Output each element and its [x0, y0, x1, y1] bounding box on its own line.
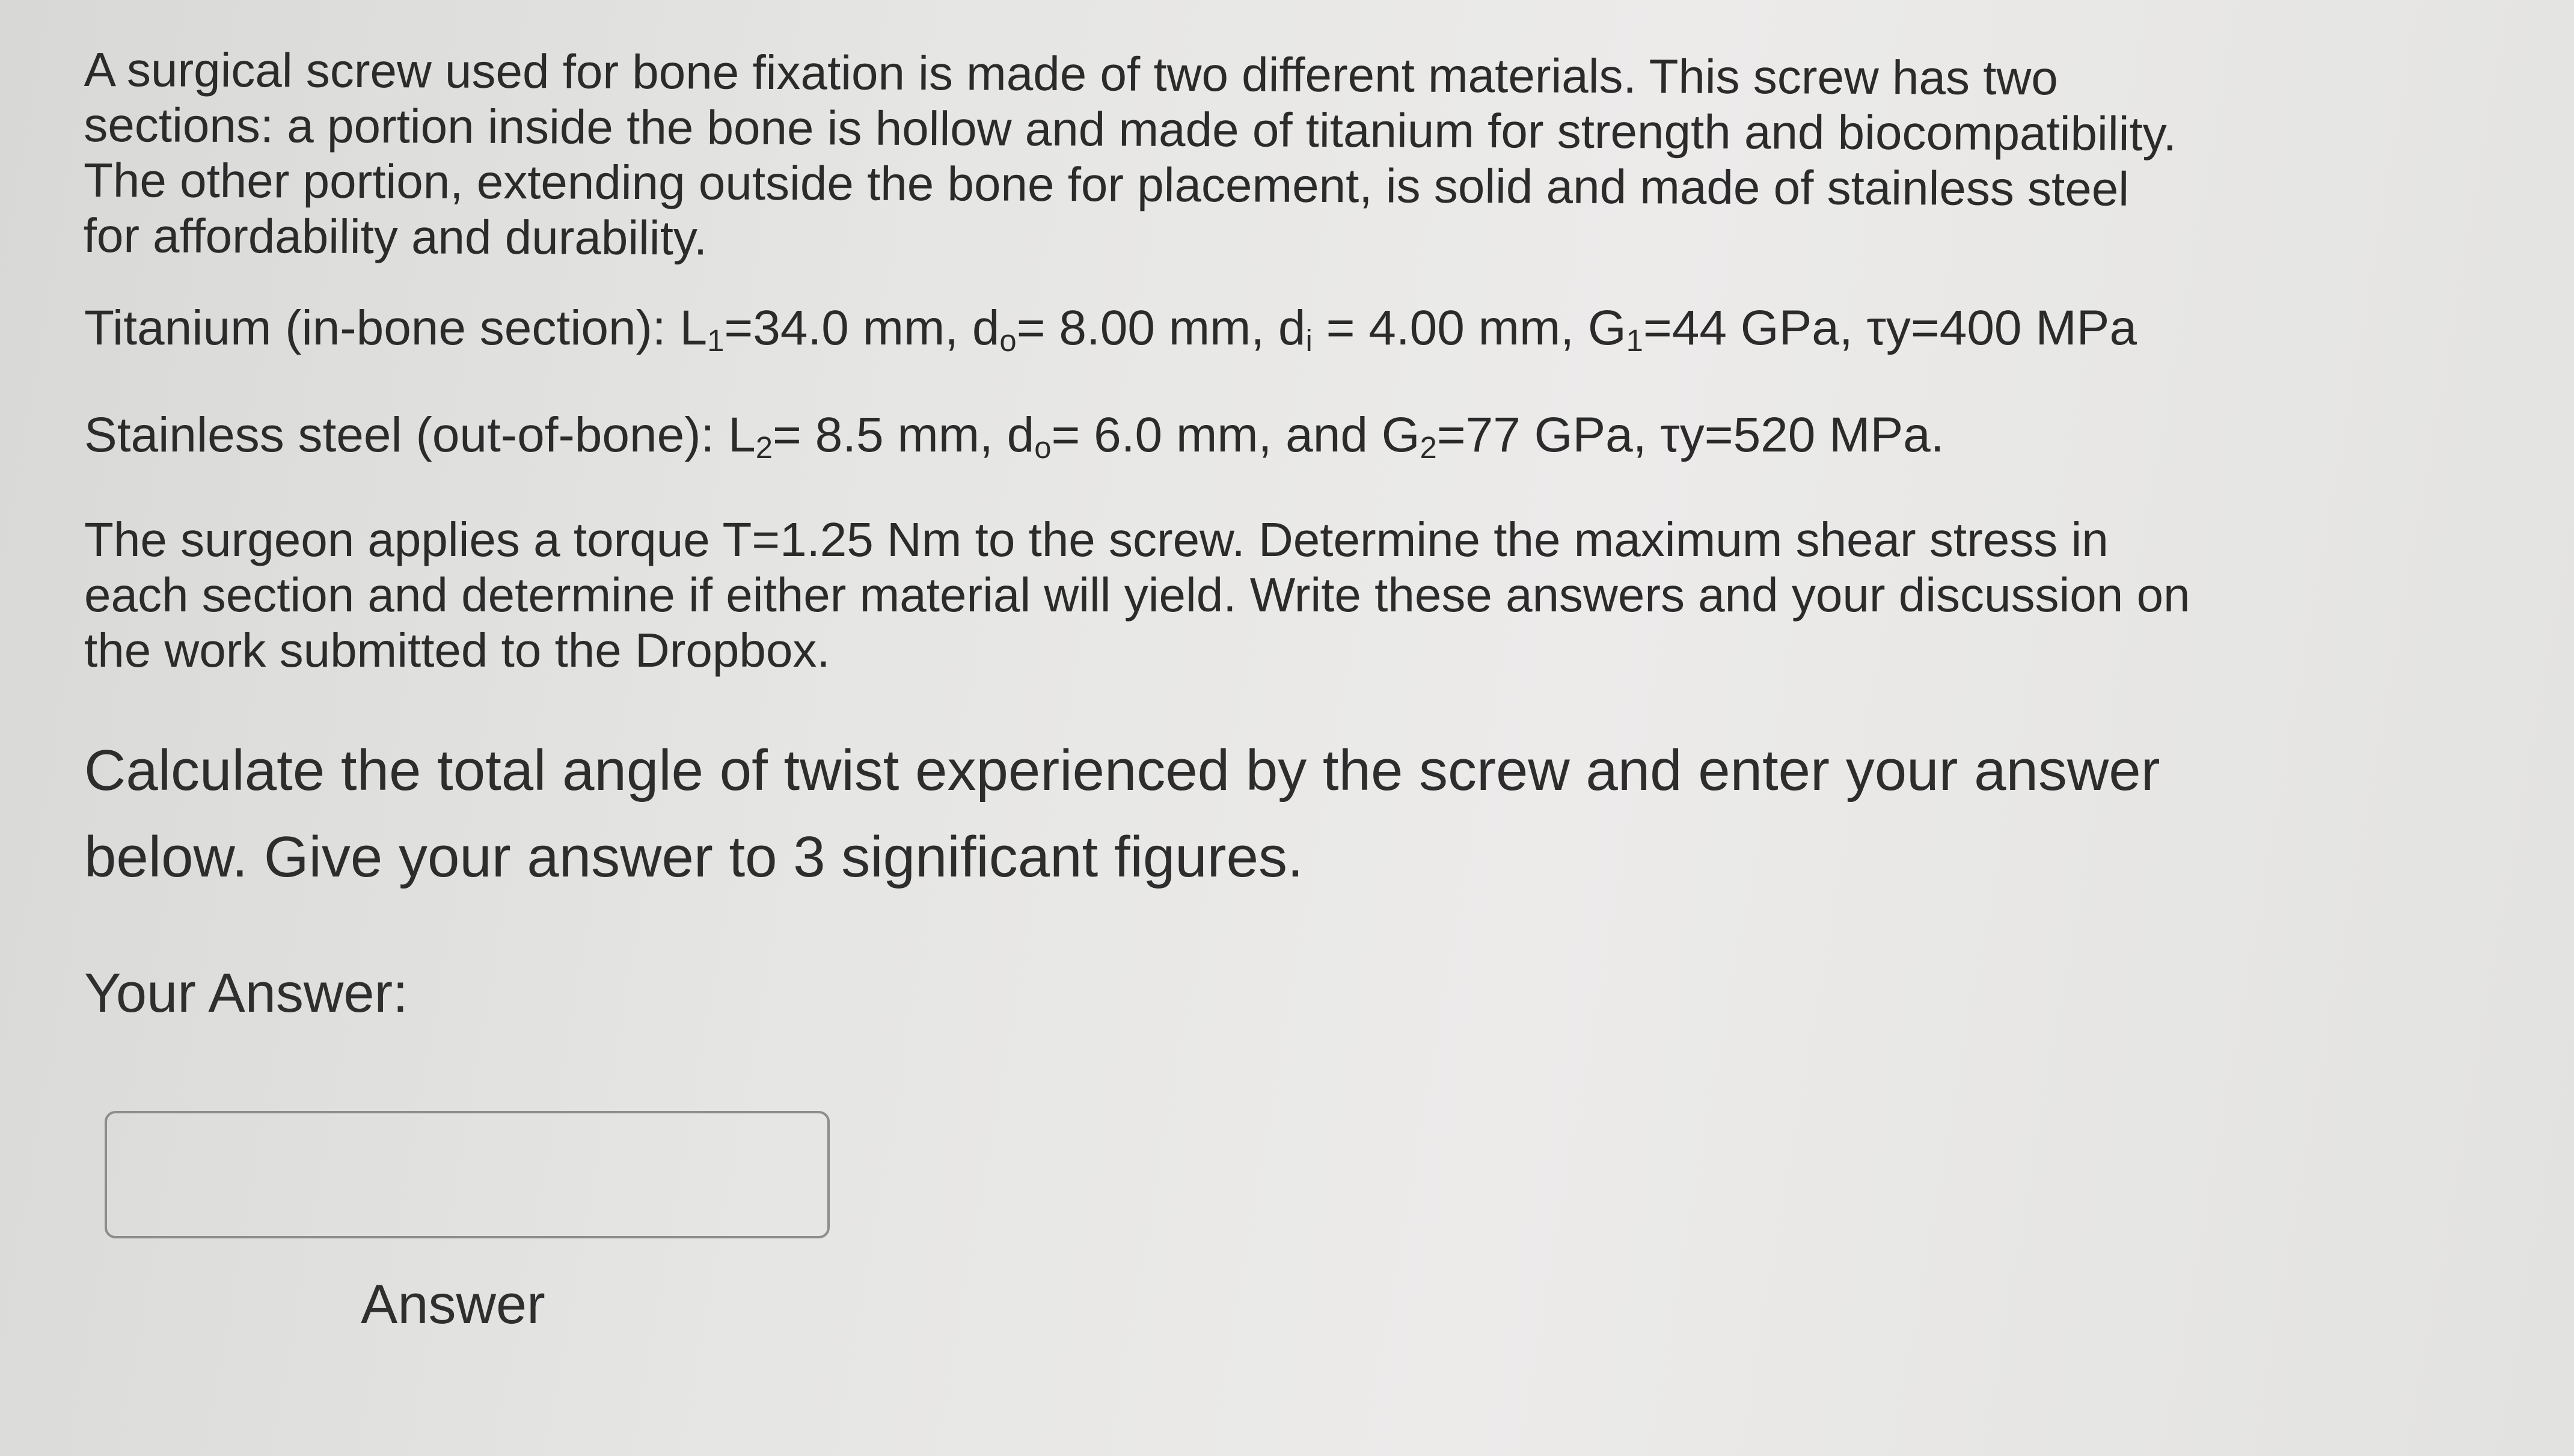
intro-line: for affordability and durability. — [83, 208, 708, 265]
task-line: The surgeon applies a torque T=1.25 Nm to the screw. Determine the maximum shear stress in — [84, 513, 2109, 566]
titanium-given: Titanium (in-bone section): $L_1=34.0$ mm, $d_o= 8.00$ mm, $d_i = 4.00$ mm, $G_1=44$ GPa, τy=400 MPa — [84, 301, 2137, 358]
intro-line: The other portion, extending outside the bone for placement, is solid and made of stainless steel — [83, 153, 2130, 216]
intro-line: A surgical screw used for bone fixation is made of two different materials. This screw has two — [84, 42, 2058, 105]
steel-given: Stainless steel (out-of-bone): $L_2= 8.5$ mm, $d_o= 6.0$ mm, and $G_2=77$ GPa, τy=520 MPa. — [84, 408, 1944, 465]
answer-label: Your Answer: — [84, 962, 408, 1024]
answer-input[interactable] — [105, 1111, 830, 1238]
question-prompt — [84, 727, 2459, 901]
question-content — [84, 42, 2459, 1025]
intro-line: sections: a portion inside the bone is hollow and made of titanium for strength and biocompatibility. — [84, 97, 2177, 161]
answer-button[interactable]: Answer — [361, 1274, 545, 1335]
task-line: the work submitted to the Dropbox. — [84, 623, 830, 677]
problem-task — [84, 512, 2459, 678]
question-line: Calculate the total angle of twist experienced by the screw and enter your answer — [84, 738, 2160, 803]
problem-intro — [83, 42, 2459, 274]
question-line: below. Give your answer to 3 significant figures. — [84, 825, 1304, 889]
task-line: each section and determine if either material will yield. Write these answers and your discussion on — [84, 568, 2190, 622]
